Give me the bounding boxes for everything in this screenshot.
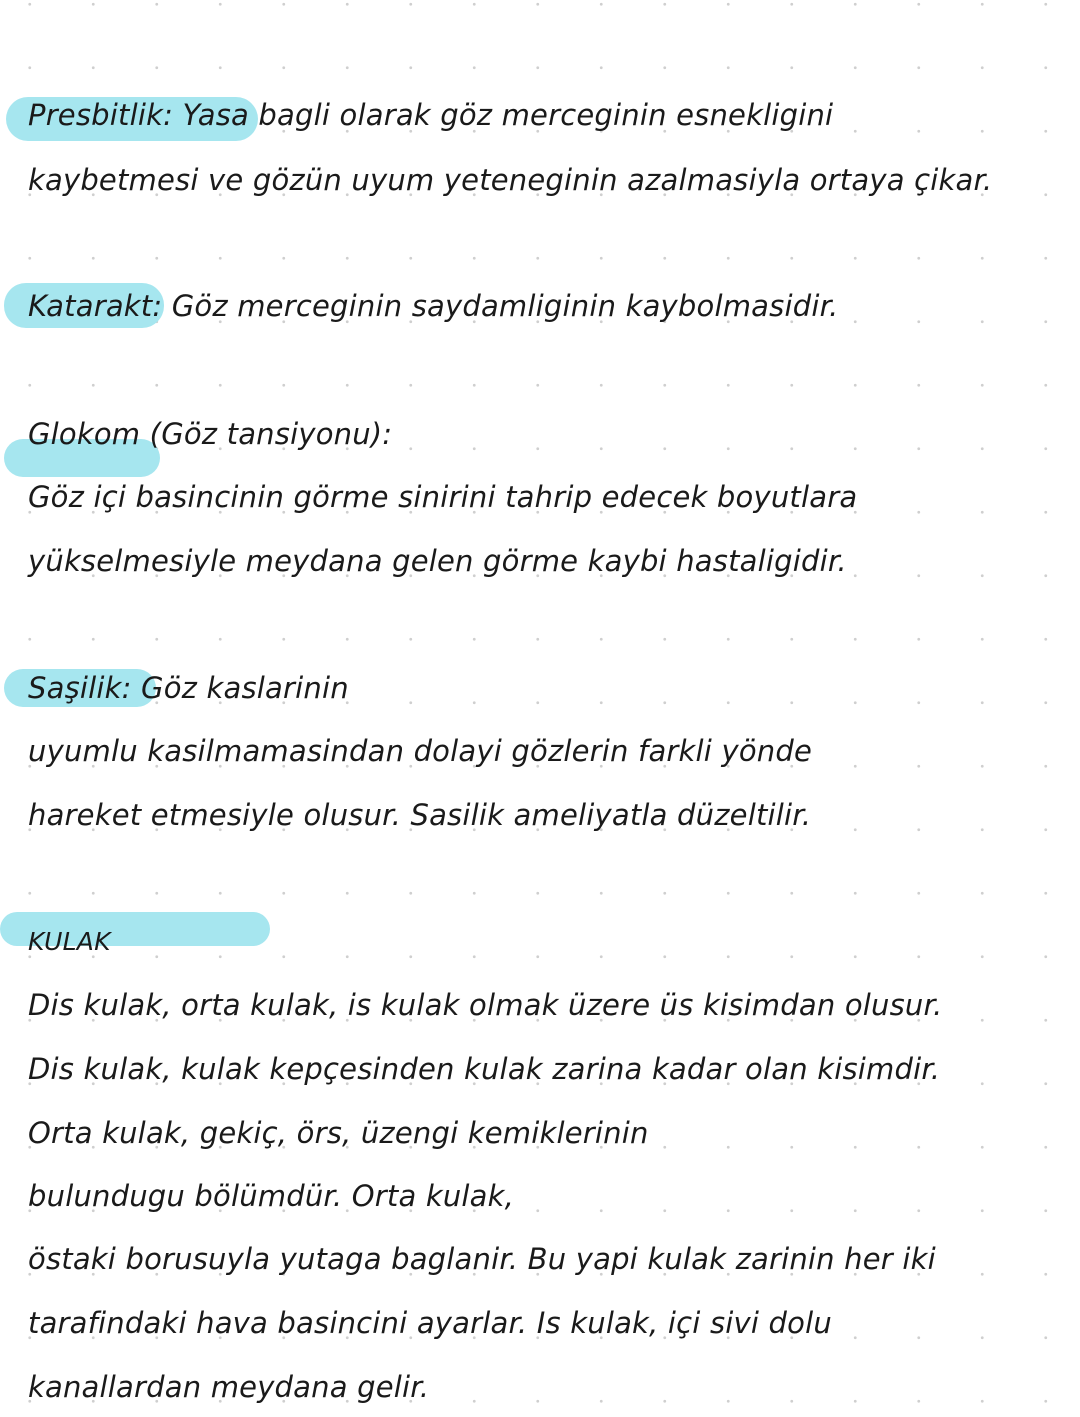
katarakt-text: Göz merceginin saydamliginin kaybolmasidir. xyxy=(171,289,839,323)
kulak-line-5: östaki borusuyla yutaga baglanir. Bu yapi kulak zarinin her iki xyxy=(28,1242,936,1276)
kulak-line-2: Dis kulak, kulak kepçesinden kulak zarina kadar olan kisimdir. xyxy=(28,1052,941,1086)
sasilik-line-2: uyumlu kasilmamasindan dolayi gözlerin farkli yönde xyxy=(28,734,813,768)
sasilik-text: Göz kaslarinin xyxy=(141,671,349,705)
katarakt-line-1 xyxy=(28,286,838,326)
sasilik-line-3: hareket etmesiyle olusur. Sasilik ameliyatla düzeltilir. xyxy=(28,798,812,832)
glokom-heading: Glokom (Göz tansiyonu): xyxy=(28,417,393,451)
glokom-line-2: yükselmesiyle meydana gelen görme kaybi hastaligidir. xyxy=(28,544,847,578)
presbitlik-term: Presbitlik: xyxy=(28,98,174,132)
sasilik-term: Saşilik: xyxy=(28,671,132,705)
kulak-line-4: bulundugu bölümdür. Orta kulak, xyxy=(28,1179,515,1213)
kulak-line-7: kanallardan meydana gelir. xyxy=(28,1370,430,1404)
sasilik-line-1 xyxy=(28,668,349,708)
presbitlik-line-2: kaybetmesi ve gözün uyum yeteneginin azalmasiyla ortaya çikar. xyxy=(28,163,993,197)
presbitlik-line-1 xyxy=(28,95,833,135)
kulak-line-3: Orta kulak, gekiç, örs, üzengi kemiklerinin xyxy=(28,1116,649,1150)
presbitlik-text: Yasa bagli olarak göz merceginin esnekligini xyxy=(182,98,834,132)
kulak-heading: KULAK xyxy=(28,927,111,956)
glokom-line-1: Göz içi basincinin görme sinirini tahrip edecek boyutlara xyxy=(28,480,858,514)
kulak-line-1: Dis kulak, orta kulak, is kulak olmak üzere üs kisimdan olusur. xyxy=(28,988,943,1022)
katarakt-term: Katarakt: xyxy=(28,289,163,323)
kulak-line-6: tarafindaki hava basincini ayarlar. Is kulak, içi sivi dolu xyxy=(28,1306,832,1340)
